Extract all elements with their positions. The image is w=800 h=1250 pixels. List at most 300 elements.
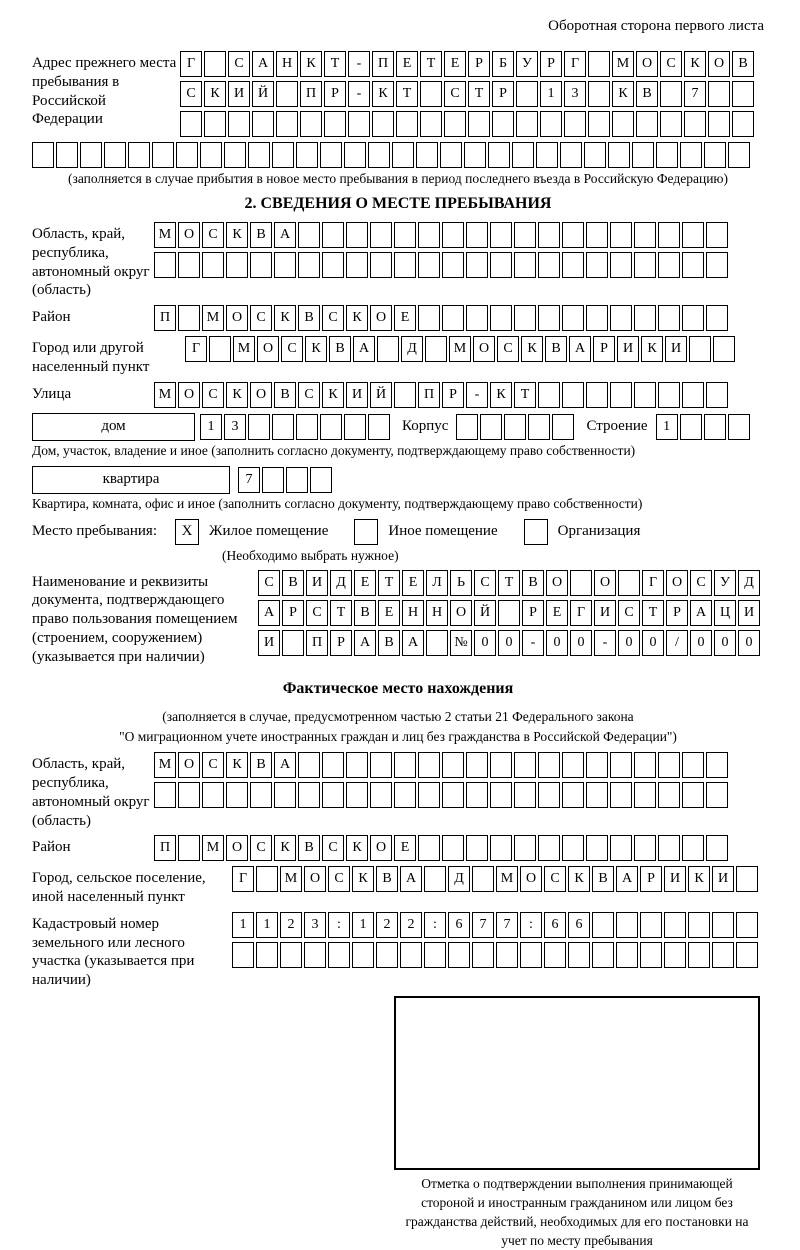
char-box[interactable]: П — [372, 51, 394, 77]
char-box[interactable]: П — [154, 835, 176, 861]
char-box[interactable]: 3 — [304, 912, 326, 938]
char-box[interactable]: О — [304, 866, 326, 892]
char-box[interactable] — [658, 382, 680, 408]
char-box[interactable] — [256, 866, 278, 892]
char-box[interactable]: К — [352, 866, 374, 892]
char-box[interactable]: 1 — [540, 81, 562, 107]
char-box[interactable] — [706, 305, 728, 331]
char-box[interactable] — [586, 835, 608, 861]
char-box[interactable]: Й — [370, 382, 392, 408]
char-box[interactable] — [688, 942, 710, 968]
char-box[interactable]: И — [738, 600, 760, 626]
char-box[interactable]: № — [450, 630, 472, 656]
char-box[interactable] — [708, 81, 730, 107]
char-box[interactable] — [538, 222, 560, 248]
char-box[interactable] — [712, 912, 734, 938]
char-box[interactable]: 2 — [376, 912, 398, 938]
char-box[interactable]: С — [298, 382, 320, 408]
char-box[interactable]: - — [522, 630, 544, 656]
char-box[interactable] — [180, 111, 202, 137]
char-box[interactable]: : — [520, 912, 542, 938]
char-box[interactable]: О — [226, 305, 248, 331]
char-box[interactable]: В — [250, 752, 272, 778]
char-box[interactable] — [538, 382, 560, 408]
char-box[interactable]: А — [252, 51, 274, 77]
char-box[interactable]: А — [274, 222, 296, 248]
char-box[interactable]: О — [178, 752, 200, 778]
char-box[interactable] — [610, 382, 632, 408]
char-box[interactable]: Р — [540, 51, 562, 77]
char-box[interactable]: В — [282, 570, 304, 596]
char-box[interactable] — [80, 142, 102, 168]
char-box[interactable] — [536, 142, 558, 168]
char-box[interactable]: П — [418, 382, 440, 408]
char-box[interactable]: Й — [252, 81, 274, 107]
char-box[interactable] — [658, 252, 680, 278]
char-box[interactable]: В — [376, 866, 398, 892]
char-box[interactable]: 0 — [642, 630, 664, 656]
char-box[interactable] — [713, 336, 735, 362]
char-box[interactable]: Е — [354, 570, 376, 596]
char-box[interactable]: 0 — [546, 630, 568, 656]
char-box[interactable]: 1 — [656, 414, 678, 440]
char-box[interactable] — [322, 782, 344, 808]
char-box[interactable] — [514, 835, 536, 861]
char-box[interactable]: О — [473, 336, 495, 362]
char-box[interactable] — [204, 51, 226, 77]
char-box[interactable]: 1 — [232, 912, 254, 938]
char-box[interactable]: В — [592, 866, 614, 892]
char-box[interactable] — [456, 414, 478, 440]
char-box[interactable] — [418, 752, 440, 778]
char-box[interactable] — [592, 942, 614, 968]
char-box[interactable] — [660, 111, 682, 137]
char-box[interactable] — [634, 382, 656, 408]
char-box[interactable]: О — [708, 51, 730, 77]
char-box[interactable]: - — [594, 630, 616, 656]
char-box[interactable] — [732, 81, 754, 107]
char-box[interactable] — [538, 752, 560, 778]
char-box[interactable]: К — [322, 382, 344, 408]
char-box[interactable]: О — [178, 382, 200, 408]
char-box[interactable]: 3 — [564, 81, 586, 107]
char-box[interactable]: О — [370, 835, 392, 861]
char-box[interactable] — [328, 942, 350, 968]
char-box[interactable]: С — [322, 835, 344, 861]
char-box[interactable]: - — [466, 382, 488, 408]
char-box[interactable] — [610, 752, 632, 778]
char-box[interactable]: П — [300, 81, 322, 107]
char-box[interactable] — [586, 752, 608, 778]
char-box[interactable] — [352, 942, 374, 968]
char-box[interactable]: У — [516, 51, 538, 77]
char-box[interactable]: В — [522, 570, 544, 596]
char-box[interactable] — [538, 252, 560, 278]
house-name-field[interactable]: дом — [32, 413, 195, 441]
char-box[interactable] — [377, 336, 399, 362]
char-box[interactable]: 2 — [280, 912, 302, 938]
char-box[interactable]: И — [258, 630, 280, 656]
char-box[interactable] — [310, 467, 332, 493]
char-box[interactable] — [394, 782, 416, 808]
char-box[interactable]: Т — [324, 51, 346, 77]
char-box[interactable]: : — [328, 912, 350, 938]
char-box[interactable] — [468, 111, 490, 137]
char-box[interactable] — [736, 942, 758, 968]
char-box[interactable] — [504, 414, 526, 440]
char-box[interactable] — [640, 912, 662, 938]
char-box[interactable]: Г — [232, 866, 254, 892]
char-box[interactable]: И — [306, 570, 328, 596]
char-box[interactable] — [688, 912, 710, 938]
char-box[interactable] — [418, 252, 440, 278]
char-box[interactable] — [562, 382, 584, 408]
char-box[interactable] — [689, 336, 711, 362]
char-box[interactable] — [552, 414, 574, 440]
char-box[interactable]: Б — [492, 51, 514, 77]
char-box[interactable] — [250, 782, 272, 808]
char-box[interactable] — [516, 81, 538, 107]
char-box[interactable]: Е — [378, 600, 400, 626]
char-box[interactable] — [466, 782, 488, 808]
char-box[interactable] — [464, 142, 486, 168]
char-box[interactable] — [128, 142, 150, 168]
char-box[interactable]: О — [257, 336, 279, 362]
char-box[interactable] — [256, 942, 278, 968]
char-box[interactable]: О — [178, 222, 200, 248]
char-box[interactable] — [560, 142, 582, 168]
char-box[interactable] — [442, 222, 464, 248]
char-box[interactable]: Е — [394, 835, 416, 861]
char-box[interactable] — [368, 142, 390, 168]
char-box[interactable] — [376, 942, 398, 968]
char-box[interactable]: Т — [420, 51, 442, 77]
char-box[interactable] — [286, 467, 308, 493]
char-box[interactable]: К — [226, 222, 248, 248]
char-box[interactable]: А — [402, 630, 424, 656]
char-box[interactable] — [372, 111, 394, 137]
char-box[interactable]: Г — [564, 51, 586, 77]
char-box[interactable] — [200, 142, 222, 168]
char-box[interactable]: 7 — [472, 912, 494, 938]
char-box[interactable] — [202, 252, 224, 278]
char-box[interactable] — [706, 222, 728, 248]
char-box[interactable]: А — [569, 336, 591, 362]
char-box[interactable] — [202, 782, 224, 808]
char-box[interactable] — [562, 782, 584, 808]
char-box[interactable]: К — [204, 81, 226, 107]
char-box[interactable] — [706, 782, 728, 808]
char-box[interactable] — [466, 835, 488, 861]
char-box[interactable] — [296, 414, 318, 440]
char-box[interactable]: Д — [401, 336, 423, 362]
checkbox-organizaciya[interactable] — [524, 519, 548, 545]
char-box[interactable]: Р — [324, 81, 346, 107]
char-box[interactable] — [274, 782, 296, 808]
char-box[interactable] — [178, 252, 200, 278]
char-box[interactable] — [424, 866, 446, 892]
char-box[interactable]: Г — [642, 570, 664, 596]
char-box[interactable] — [466, 222, 488, 248]
char-box[interactable]: В — [274, 382, 296, 408]
char-box[interactable] — [728, 414, 750, 440]
char-box[interactable]: В — [732, 51, 754, 77]
char-box[interactable]: 7 — [684, 81, 706, 107]
char-box[interactable] — [490, 752, 512, 778]
char-box[interactable]: К — [305, 336, 327, 362]
char-box[interactable] — [490, 222, 512, 248]
char-box[interactable] — [544, 942, 566, 968]
char-box[interactable]: Т — [378, 570, 400, 596]
char-box[interactable] — [322, 752, 344, 778]
char-box[interactable]: / — [666, 630, 688, 656]
char-box[interactable]: В — [545, 336, 567, 362]
char-box[interactable] — [588, 81, 610, 107]
char-box[interactable] — [420, 81, 442, 107]
char-box[interactable] — [586, 382, 608, 408]
char-box[interactable] — [610, 252, 632, 278]
char-box[interactable]: Т — [498, 570, 520, 596]
char-box[interactable] — [492, 111, 514, 137]
char-box[interactable]: Р — [330, 630, 352, 656]
char-box[interactable]: И — [346, 382, 368, 408]
char-box[interactable]: Д — [330, 570, 352, 596]
char-box[interactable] — [736, 866, 758, 892]
char-box[interactable] — [444, 111, 466, 137]
char-box[interactable]: К — [372, 81, 394, 107]
char-box[interactable]: И — [712, 866, 734, 892]
char-box[interactable] — [480, 414, 502, 440]
char-box[interactable] — [610, 782, 632, 808]
char-box[interactable]: П — [154, 305, 176, 331]
char-box[interactable] — [586, 252, 608, 278]
char-box[interactable] — [209, 336, 231, 362]
char-box[interactable] — [370, 222, 392, 248]
char-box[interactable] — [346, 252, 368, 278]
char-box[interactable]: А — [353, 336, 375, 362]
char-box[interactable] — [640, 942, 662, 968]
char-box[interactable] — [272, 414, 294, 440]
char-box[interactable]: Е — [396, 51, 418, 77]
checkbox-inoe[interactable] — [354, 519, 378, 545]
char-box[interactable] — [538, 835, 560, 861]
char-box[interactable]: - — [348, 51, 370, 77]
char-box[interactable] — [712, 942, 734, 968]
char-box[interactable] — [396, 111, 418, 137]
char-box[interactable]: С — [306, 600, 328, 626]
char-box[interactable]: 0 — [714, 630, 736, 656]
char-box[interactable] — [448, 942, 470, 968]
char-box[interactable] — [296, 142, 318, 168]
char-box[interactable] — [298, 222, 320, 248]
char-box[interactable] — [392, 142, 414, 168]
char-box[interactable] — [178, 782, 200, 808]
char-box[interactable] — [32, 142, 54, 168]
char-box[interactable] — [664, 912, 686, 938]
char-box[interactable] — [608, 142, 630, 168]
char-box[interactable] — [564, 111, 586, 137]
char-box[interactable]: С — [474, 570, 496, 596]
char-box[interactable]: М — [449, 336, 471, 362]
char-box[interactable] — [538, 305, 560, 331]
char-box[interactable]: И — [617, 336, 639, 362]
char-box[interactable] — [568, 942, 590, 968]
char-box[interactable] — [540, 111, 562, 137]
char-box[interactable]: К — [346, 835, 368, 861]
char-box[interactable]: Й — [474, 600, 496, 626]
char-box[interactable] — [586, 222, 608, 248]
char-box[interactable] — [512, 142, 534, 168]
char-box[interactable]: С — [258, 570, 280, 596]
char-box[interactable]: Т — [642, 600, 664, 626]
char-box[interactable] — [442, 752, 464, 778]
char-box[interactable] — [592, 912, 614, 938]
char-box[interactable]: Т — [330, 600, 352, 626]
char-box[interactable]: И — [594, 600, 616, 626]
char-box[interactable] — [394, 222, 416, 248]
char-box[interactable]: У — [714, 570, 736, 596]
char-box[interactable]: 6 — [448, 912, 470, 938]
char-box[interactable] — [706, 382, 728, 408]
char-box[interactable] — [682, 835, 704, 861]
char-box[interactable]: 2 — [400, 912, 422, 938]
char-box[interactable] — [154, 252, 176, 278]
char-box[interactable]: Е — [546, 600, 568, 626]
char-box[interactable] — [704, 414, 726, 440]
char-box[interactable] — [514, 782, 536, 808]
char-box[interactable]: К — [274, 835, 296, 861]
char-box[interactable]: С — [202, 752, 224, 778]
char-box[interactable] — [682, 782, 704, 808]
char-box[interactable]: 0 — [570, 630, 592, 656]
apartment-name-field[interactable]: квартира — [32, 466, 230, 494]
char-box[interactable]: 0 — [498, 630, 520, 656]
char-box[interactable] — [344, 142, 366, 168]
char-box[interactable]: К — [641, 336, 663, 362]
char-box[interactable]: Р — [666, 600, 688, 626]
char-box[interactable] — [56, 142, 78, 168]
char-box[interactable]: Г — [570, 600, 592, 626]
char-box[interactable]: 6 — [568, 912, 590, 938]
char-box[interactable] — [680, 414, 702, 440]
char-box[interactable]: 1 — [200, 414, 222, 440]
char-box[interactable]: С — [690, 570, 712, 596]
char-box[interactable] — [466, 305, 488, 331]
char-box[interactable] — [682, 252, 704, 278]
char-box[interactable] — [420, 111, 442, 137]
char-box[interactable] — [732, 111, 754, 137]
char-box[interactable] — [370, 782, 392, 808]
char-box[interactable] — [250, 252, 272, 278]
char-box[interactable] — [634, 305, 656, 331]
char-box[interactable]: М — [202, 305, 224, 331]
char-box[interactable]: К — [568, 866, 590, 892]
char-box[interactable] — [660, 81, 682, 107]
char-box[interactable] — [472, 942, 494, 968]
char-box[interactable]: К — [300, 51, 322, 77]
char-box[interactable]: В — [354, 600, 376, 626]
char-box[interactable] — [276, 111, 298, 137]
char-box[interactable]: С — [444, 81, 466, 107]
char-box[interactable]: - — [348, 81, 370, 107]
char-box[interactable] — [636, 111, 658, 137]
char-box[interactable]: К — [226, 752, 248, 778]
char-box[interactable] — [634, 252, 656, 278]
char-box[interactable]: О — [594, 570, 616, 596]
char-box[interactable] — [728, 142, 750, 168]
char-box[interactable] — [346, 222, 368, 248]
char-box[interactable]: М — [202, 835, 224, 861]
char-box[interactable]: Н — [276, 51, 298, 77]
char-box[interactable]: В — [250, 222, 272, 248]
char-box[interactable] — [204, 111, 226, 137]
char-box[interactable]: Т — [396, 81, 418, 107]
char-box[interactable] — [658, 305, 680, 331]
char-box[interactable] — [684, 111, 706, 137]
char-box[interactable]: О — [370, 305, 392, 331]
char-box[interactable] — [682, 752, 704, 778]
char-box[interactable] — [586, 305, 608, 331]
char-box[interactable] — [416, 142, 438, 168]
char-box[interactable] — [394, 382, 416, 408]
char-box[interactable] — [584, 142, 606, 168]
char-box[interactable]: 0 — [618, 630, 640, 656]
char-box[interactable]: О — [450, 600, 472, 626]
char-box[interactable] — [586, 782, 608, 808]
char-box[interactable] — [282, 630, 304, 656]
char-box[interactable]: О — [226, 835, 248, 861]
char-box[interactable]: 7 — [238, 467, 260, 493]
char-box[interactable]: В — [298, 835, 320, 861]
char-box[interactable]: Ц — [714, 600, 736, 626]
char-box[interactable]: М — [154, 752, 176, 778]
char-box[interactable]: И — [665, 336, 687, 362]
char-box[interactable] — [562, 305, 584, 331]
char-box[interactable]: А — [274, 752, 296, 778]
char-box[interactable] — [706, 252, 728, 278]
char-box[interactable] — [442, 252, 464, 278]
char-box[interactable]: Р — [640, 866, 662, 892]
char-box[interactable] — [488, 142, 510, 168]
char-box[interactable] — [154, 782, 176, 808]
char-box[interactable]: Р — [468, 51, 490, 77]
char-box[interactable] — [496, 942, 518, 968]
char-box[interactable]: Р — [442, 382, 464, 408]
char-box[interactable]: И — [228, 81, 250, 107]
char-box[interactable] — [226, 252, 248, 278]
char-box[interactable] — [304, 942, 326, 968]
char-box[interactable] — [348, 111, 370, 137]
char-box[interactable] — [276, 81, 298, 107]
char-box[interactable]: 0 — [690, 630, 712, 656]
char-box[interactable] — [634, 782, 656, 808]
char-box[interactable]: С — [228, 51, 250, 77]
char-box[interactable] — [498, 600, 520, 626]
char-box[interactable] — [490, 835, 512, 861]
char-box[interactable]: А — [400, 866, 422, 892]
char-box[interactable]: 7 — [496, 912, 518, 938]
char-box[interactable] — [514, 305, 536, 331]
char-box[interactable] — [658, 222, 680, 248]
char-box[interactable]: Т — [514, 382, 536, 408]
char-box[interactable]: 0 — [738, 630, 760, 656]
char-box[interactable] — [252, 111, 274, 137]
char-box[interactable] — [514, 222, 536, 248]
char-box[interactable]: К — [688, 866, 710, 892]
char-box[interactable]: Р — [282, 600, 304, 626]
char-box[interactable]: С — [544, 866, 566, 892]
char-box[interactable]: Л — [426, 570, 448, 596]
